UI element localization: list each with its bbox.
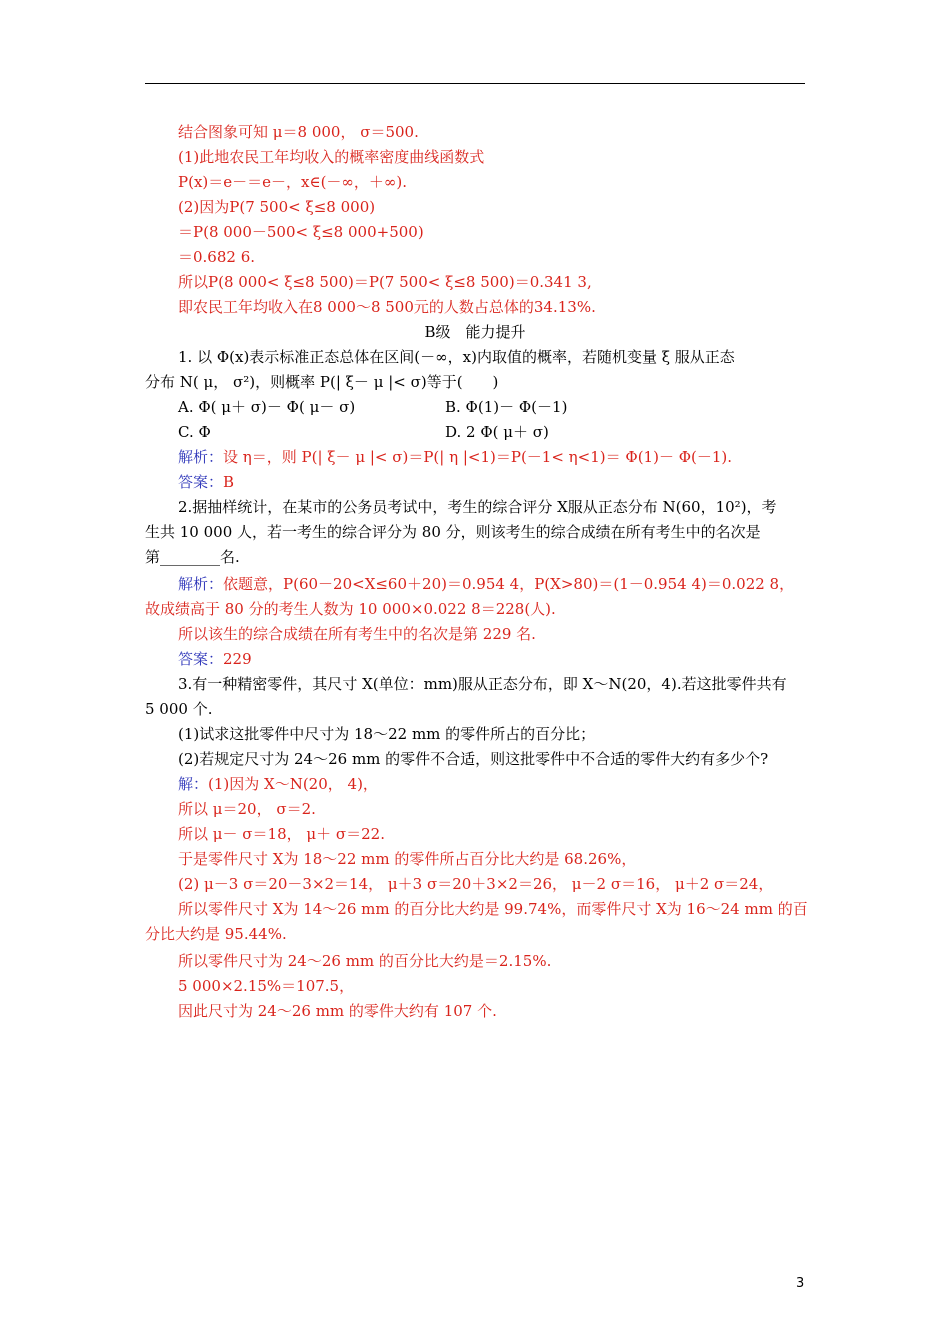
page-number: 3 [796,1276,805,1291]
question-text: 2.据抽样统计，在某市的公务员考试中，考生的综合评分 X服从正态分布 N(60，10²)，考 [178,498,777,516]
section-heading: B级 能力提升 [424,323,526,341]
solution-text: (2) μ－3 σ＝20－3×2＝14， μ＋3 σ＝20＋3×2＝26， μ－2 σ＝16， μ＋2 σ＝24， [178,875,774,893]
option-a: A. Φ( μ＋ σ)－ Φ( μ－ σ) [178,398,356,416]
analysis-label: 解析： [178,448,224,466]
text-line: ＝0.682 6. [178,248,256,266]
text-line: 结合图象可知 μ＝8 000， σ＝500. [178,123,419,141]
analysis-text: 故成绩高于 80 分的考生人数为 10 000×0.022 8＝228(人). [145,600,556,618]
question-text: 3.有一种精密零件，其尺寸 X(单位：mm)服从正态分布，即 X～N(20，4).若这批零件共有 [178,675,787,693]
analysis-text: 依题意，P(60－20<X≤60＋20)＝0.954 4，P(X>80)＝(1－0.954 4)＝0.022 8， [223,575,795,593]
text-line: 即农民工年均收入在8 000～8 500元的人数占总体的34.13%. [178,298,596,316]
analysis-text: 设 η＝，则 P(| ξ－ μ |< σ)＝P(| η |<1)＝P(－1< η<1)＝ Φ(1)－ Φ(－1). [223,448,733,466]
question-text: (2)若规定尺寸为 24～26 mm 的零件不合适，则这批零件中不合适的零件大约有多少个? [178,750,769,768]
solution-text: 所以 μ＝20， σ＝2. [178,800,316,818]
solution-label: 解： [178,775,209,793]
answer-label: 答案： [178,473,224,491]
option-b: B. Φ(1)－ Φ(－1) [445,398,568,416]
solution-text: 于是零件尺寸 X为 18～22 mm 的零件所占百分比大约是 68.26%， [178,850,637,868]
text-line: (2)因为P(7 500< ξ≤8 000) [178,198,376,216]
text-line: (1)此地农民工年均收入的概率密度曲线函数式 [178,148,485,166]
text-line: ＝P(8 000－500< ξ≤8 000+500) [178,223,424,241]
question-text: (1)试求这批零件中尺寸为 18～22 mm 的零件所占的百分比； [178,725,596,743]
answer-label: 答案： [178,650,224,668]
solution-text: (1)因为 X～N(20， 4)， [208,775,378,793]
option-c: C. Φ [178,423,211,441]
question-text: 分布 N( μ， σ²)，则概率 P(| ξ－ μ |< σ)等于( ) [145,373,499,391]
header-rule [145,83,805,84]
analysis-text: 所以该生的综合成绩在所有考生中的名次是第 229 名. [178,625,536,643]
solution-text: 分比大约是 95.44%. [145,925,287,943]
solution-text: 所以零件尺寸为 24～26 mm 的百分比大约是＝2.15%. [178,952,552,970]
question-text: 生共 10 000 人，若一考生的综合评分为 80 分，则该考生的综合成绩在所有考生中的名次是 [145,523,761,541]
answer-value: B [223,473,235,491]
analysis-label: 解析： [178,575,224,593]
solution-text: 所以 μ－ σ＝18， μ＋ σ＝22. [178,825,385,843]
option-d: D. 2 Φ( μ＋ σ) [445,423,549,441]
text-line: P(x)＝e－＝e－，x∈(－∞，＋∞). [178,173,408,191]
question-text: 5 000 个. [145,700,213,718]
solution-text: 因此尺寸为 24～26 mm 的零件大约有 107 个. [178,1002,497,1020]
question-text: 第________名. [145,548,240,566]
answer-value: 229 [223,650,252,668]
solution-text: 5 000×2.15%＝107.5， [178,977,355,995]
text-line: 所以P(8 000< ξ≤8 500)＝P(7 500< ξ≤8 500)＝0.341 3, [178,273,592,291]
solution-text: 所以零件尺寸 X为 14～26 mm 的百分比大约是 99.74%，而零件尺寸 X为 16～24 mm 的百 [178,900,808,918]
question-text: 1. 以 Φ(x)表示标准正态总体在区间(－∞，x)内取值的概率，若随机变量 ξ 服从正态 [178,348,735,366]
